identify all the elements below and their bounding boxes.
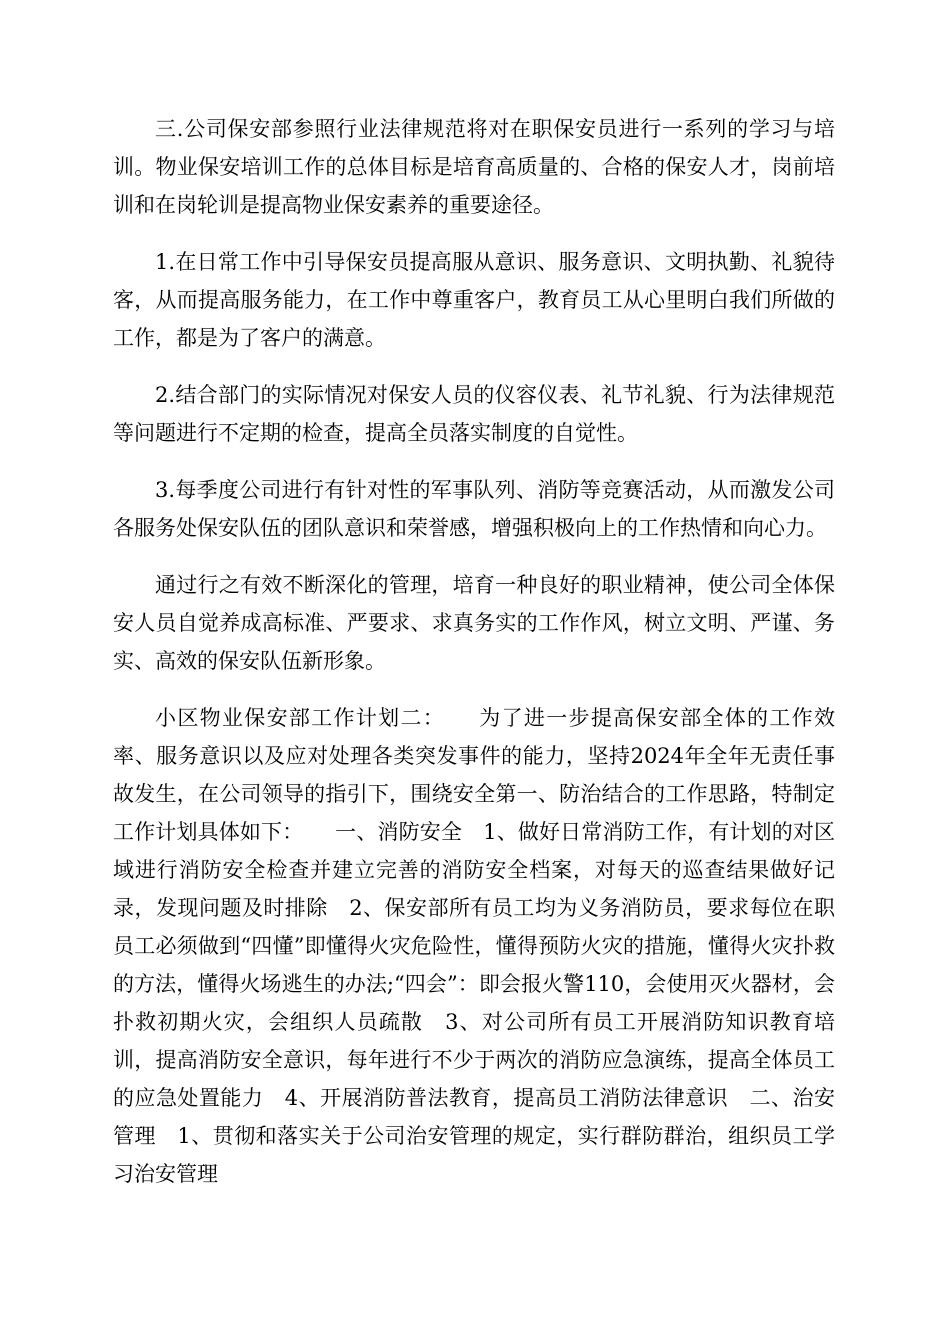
paragraph-item-3: 3.每季度公司进行有针对性的军事队列、消防等竞赛活动，从而激发公司各服务处保安队伍的团队意识和荣誉感，增强积极向上的工作热情和向心力。 — [113, 478, 835, 540]
document-body — [113, 110, 835, 1212]
paragraph-item-2: 2.结合部门的实际情况对保安人员的仪容仪表、礼节礼貌、行为法律规范等问题进行不定期的检查，提高全员落实制度的自觉性。 — [113, 383, 835, 445]
paragraph-plan-two: 小区物业保安部工作计划二： 为了进一步提高保安部全体的工作效率、服务意识以及应对处理各类突发事件的能力，坚持2024年全年无责任事故发生，在公司领导的指引下，围绕安全第一、防治结合的工作思路，特制定工作计划具体如下： 一、消防安全 1、做好日常消防工作，有计划的对区域进行消防安全检查并建立完善的消防安全档案，对每天的巡查结果做好记录，发现问题及时排除 2、保安部所有员工均为义务消防员，要求每位在职员工必须做到“四懂”即懂得火灾危险性，懂得预防火灾的措施，懂得火灾扑救的方法，懂得火场逃生的办法;“四会”：即会报火警110，会使用灭火器材，会扑救初期火灾，会组织人员疏散 3、对公司所有员工开展消防知识教育培训，提高消防安全意识，每年进行不少于两次的消防应急演练，提高全体员工的应急处置能力 4、开展消防普法教育，提高员工消防法律意识 二、治安管理 1、贯彻和落实关于公司治安管理的规定，实行群防群治，组织员工学习治安管理 — [113, 706, 835, 1186]
paragraph-item-1: 1.在日常工作中引导保安员提高服从意识、服务意识、文明执勤、礼貌待客，从而提高服务能力，在工作中尊重客户，教育员工从心里明白我们所做的工作，都是为了客户的满意。 — [113, 250, 835, 350]
paragraph-section-three: 三.公司保安部参照行业法律规范将对在职保安员进行一系列的学习与培训。物业保安培训工作的总体目标是培育高质量的、合格的保安人才，岗前培训和在岗轮训是提高物业保安素养的重要途径。 — [113, 117, 835, 217]
paragraph-summary: 通过行之有效不断深化的管理，培育一种良好的职业精神，使公司全体保安人员自觉养成高标准、严要求、求真务实的工作作风，树立文明、严谨、务实、高效的保安队伍新形象。 — [113, 573, 835, 673]
